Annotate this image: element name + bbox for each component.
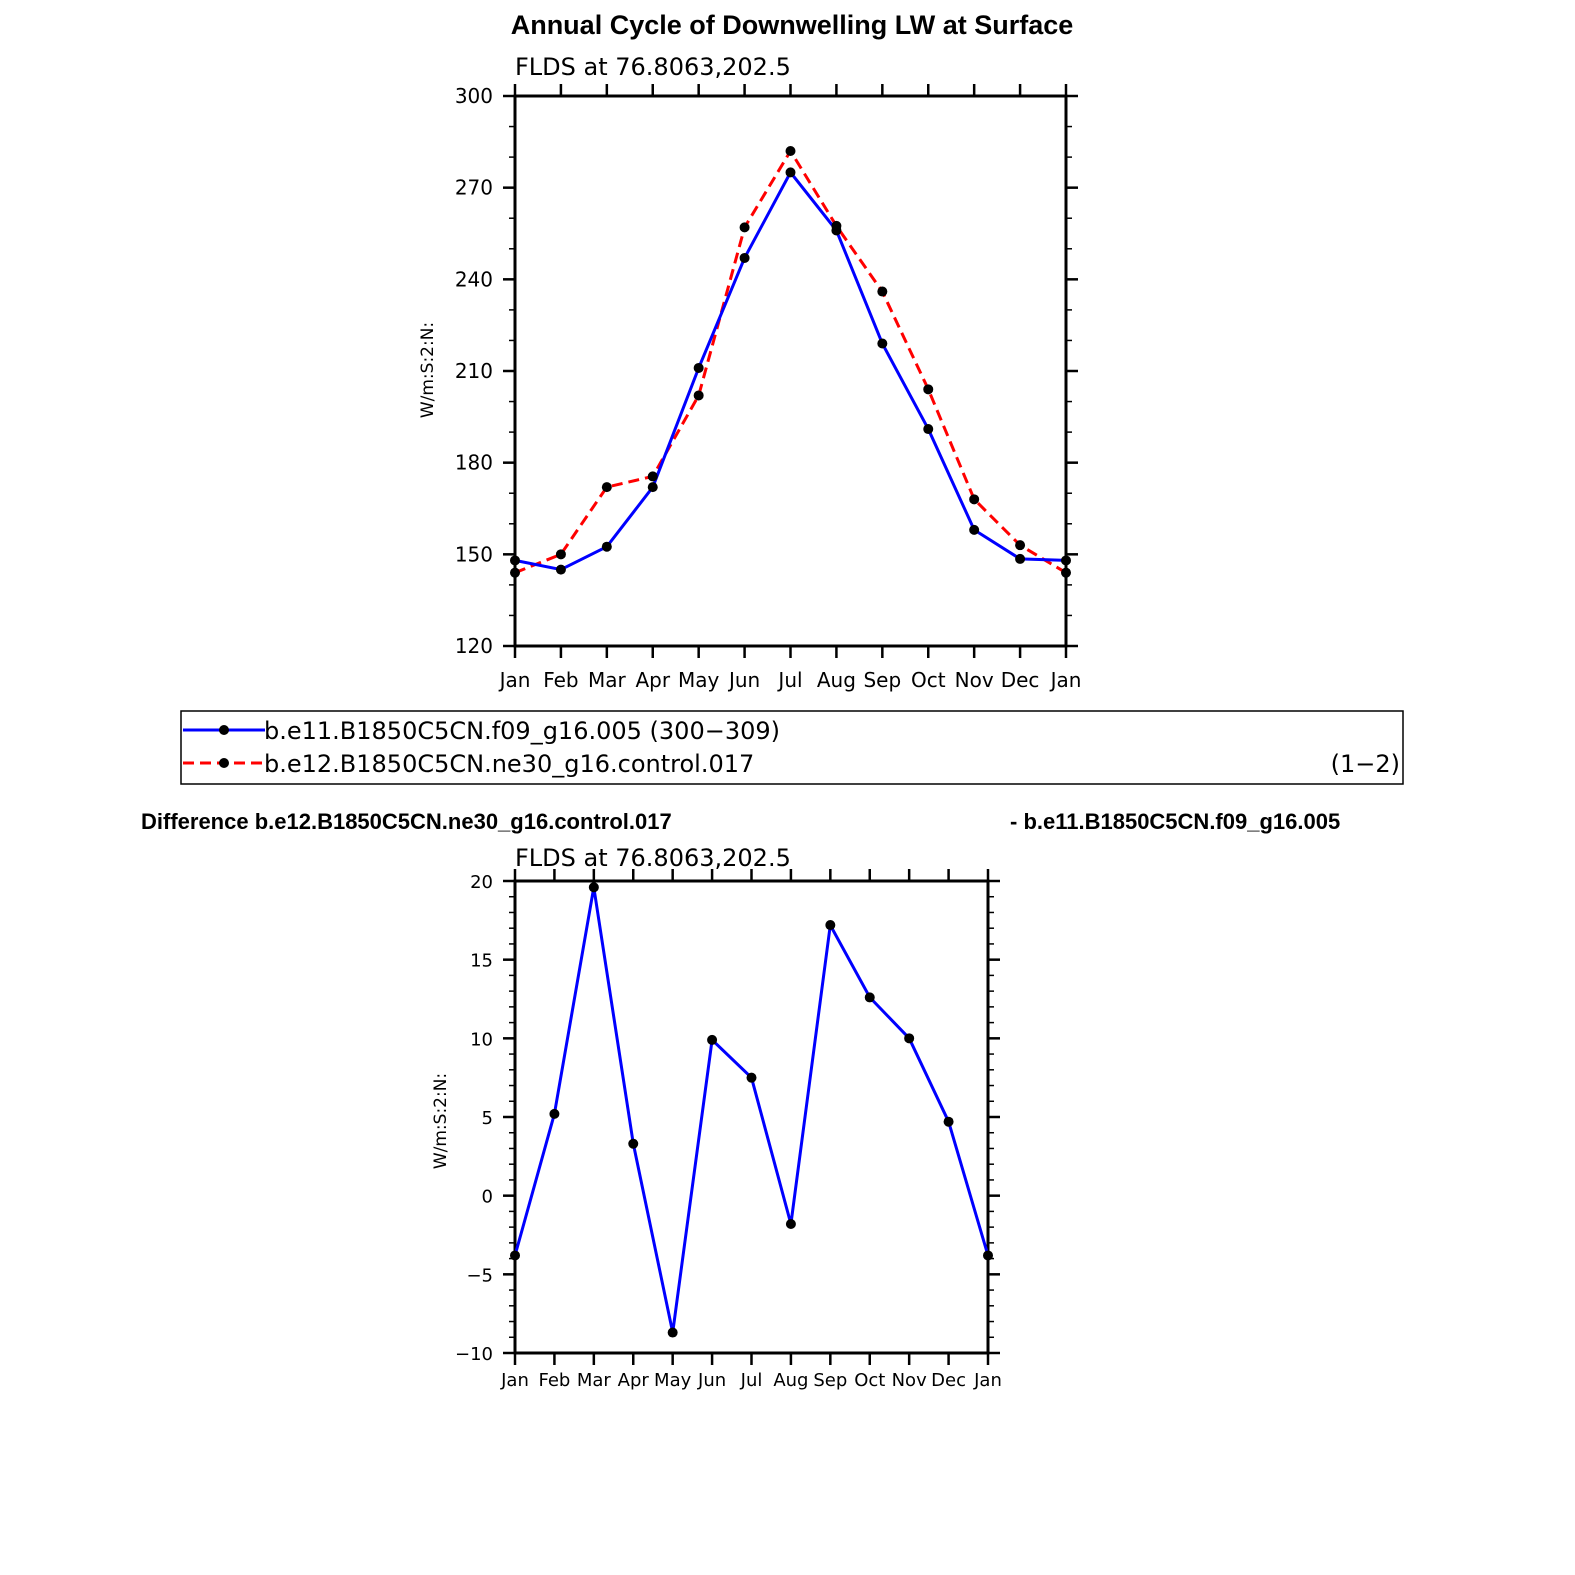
data-point-series-2 [556,549,566,559]
x-tick-label: Apr [617,1370,649,1391]
x-tick-label: Jan [974,1370,1002,1391]
legend-marker-series-2 [219,758,229,768]
data-point-series-2 [786,146,796,156]
plot-frame [515,96,1066,646]
data-point-series-1 [944,1117,954,1127]
x-tick-label: Jul [778,668,803,692]
data-point-series-1 [589,882,599,892]
y-axis-label: W/m:S:2:N: [418,321,438,419]
y-tick-label: −5 [466,1265,493,1287]
data-point-series-2 [694,390,704,400]
y-tick-label: 180 [454,450,493,475]
x-tick-label: May [654,1370,692,1391]
series-line-2 [515,151,1066,573]
x-tick-label: Aug [816,668,856,692]
difference-title-left: Difference b.e12.B1850C5CN.ne30_g16.control.017 [141,809,672,834]
x-tick-label: Oct [910,668,946,692]
x-tick-label: Jun [728,668,761,692]
legend-label-series-2: b.e12.B1850C5CN.ne30_g16.control.017 [264,750,755,778]
data-point-series-1 [1015,554,1025,564]
y-tick-label: −10 [455,1344,493,1365]
x-tick-label: Jan [501,1370,529,1391]
data-point-series-1 [648,482,658,492]
y-tick-label: 300 [454,84,493,108]
data-point-series-1 [740,253,750,263]
x-tick-label: Aug [773,1370,809,1391]
data-point-series-1 [694,363,704,373]
y-tick-label: 150 [454,542,493,567]
data-point-series-1 [877,339,887,349]
data-point-series-2 [648,471,658,481]
y-tick-label: 10 [470,1029,493,1051]
series-line-1 [515,887,988,1332]
x-tick-label: Jun [698,1370,727,1391]
difference-title-right: - b.e11.B1850C5CN.f09_g16.005 [1010,809,1341,834]
x-tick-label: Feb [543,668,579,692]
bottom-plot-area [455,869,1002,1391]
data-point-series-1 [556,565,566,575]
legend-marker-series-1 [219,725,229,735]
y-tick-label: 270 [454,175,493,200]
data-point-series-1 [904,1033,914,1043]
top-plot-area [455,84,1082,692]
x-tick-label: May [677,668,720,692]
x-tick-label: Oct [854,1370,886,1391]
data-point-series-2 [602,482,612,492]
x-tick-label: Nov [954,668,994,692]
x-tick-label: Mar [576,1370,611,1391]
data-point-series-1 [747,1073,757,1083]
x-tick-label: Sep [813,1370,848,1391]
legend-note: (1−2) [1330,750,1400,778]
x-tick-label: Jul [740,1370,763,1391]
data-point-series-1 [668,1328,678,1338]
x-tick-label: Dec [931,1370,967,1391]
y-tick-label: 0 [481,1186,493,1208]
data-point-series-2 [1061,568,1071,578]
data-point-series-2 [969,494,979,504]
y-tick-label: 20 [470,872,493,893]
chart-subtitle: FLDS at 76.8063,202.5 [515,53,791,81]
data-point-series-2 [1015,540,1025,550]
data-point-series-1 [707,1035,717,1045]
data-point-series-1 [865,992,875,1002]
data-point-series-1 [825,920,835,930]
y-tick-label: 240 [454,267,493,292]
data-point-series-1 [969,525,979,535]
x-tick-label: Apr [635,668,671,692]
y-tick-label: 15 [470,950,493,972]
y-tick-label: 5 [481,1108,493,1129]
x-tick-label: Mar [587,668,626,692]
x-tick-label: Jan [1050,668,1082,692]
x-tick-label: Dec [1000,668,1040,692]
data-point-series-1 [510,1250,520,1260]
difference-subtitle: FLDS at 76.8063,202.5 [515,844,791,872]
x-tick-label: Feb [538,1370,571,1391]
x-tick-label: Sep [863,668,902,692]
data-point-series-1 [549,1109,559,1119]
y-tick-label: 210 [454,359,493,383]
data-point-series-1 [1061,555,1071,565]
x-tick-label: Nov [891,1370,927,1391]
data-point-series-2 [877,287,887,297]
data-point-series-1 [510,555,520,565]
y-tick-label: 120 [454,634,493,658]
data-point-series-1 [602,542,612,552]
data-point-series-2 [923,384,933,394]
data-point-series-1 [628,1139,638,1149]
difference-y-axis-label: W/m:S:2:N: [431,1072,451,1170]
chart-title: Annual Cycle of Downwelling LW at Surface [510,10,1074,40]
data-point-series-1 [983,1250,993,1260]
plot-frame [515,881,988,1353]
data-point-series-2 [510,568,520,578]
legend [181,711,1403,784]
x-tick-label: Jan [499,668,531,692]
data-point-series-1 [923,424,933,434]
data-point-series-1 [786,1219,796,1229]
data-point-series-1 [786,167,796,177]
data-point-series-2 [740,222,750,232]
data-point-series-2 [831,221,841,231]
legend-label-series-1: b.e11.B1850C5CN.f09_g16.005 (300−309) [264,717,780,745]
